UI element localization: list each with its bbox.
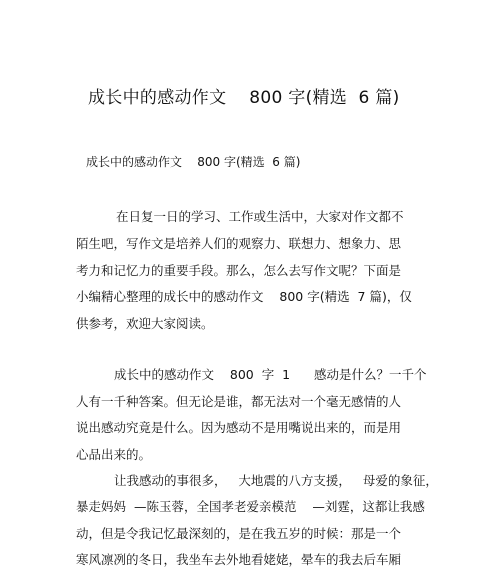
document-subtitle: 成长中的感动作文 800 字(精选 6 篇): [86, 155, 301, 169]
section1-line-2: 人有一千种答案。但无论是谁，都无法对一个毫无感情的人: [76, 394, 402, 409]
intro-line-1: 在日复一日的学习、工作或生活中，大家对作文都不: [116, 209, 404, 224]
document-title: 成长中的感动作文 800 字(精选 6 篇): [88, 88, 400, 108]
intro-line-3: 考力和记忆力的重要手段。那么，怎么去写作文呢？下面是: [76, 263, 402, 278]
section1-line-1: 成长中的感动作文 800 字 1 感动是什么？一千个: [114, 367, 427, 382]
section2-line-2: 暴走妈妈 —陈玉蓉，全国孝老爱亲模范 —刘霆，这都让我感: [76, 499, 425, 514]
section1-line-3: 说出感动究竟是什么。因为感动不是用嘴说出来的，而是用: [76, 420, 402, 435]
section1-line-4: 心品出来的。: [76, 447, 152, 462]
intro-line-2: 陌生吧，写作文是培养人们的观察力、联想力、想象力、思: [76, 236, 402, 251]
intro-line-4: 小编精心整理的成长中的感动作文 800 字(精选 7 篇)，仅: [76, 289, 412, 304]
section2-line-4: 寒风凛冽的冬日，我坐车去外地看姥姥，晕车的我去后车厢: [76, 552, 402, 567]
section2-line-3: 动，但是令我记忆最深刻的，是在我五岁的时候：那是一个: [76, 526, 402, 541]
intro-line-5: 供参考，欢迎大家阅读。: [76, 316, 214, 331]
section2-line-1: 让我感动的事很多， 大地震的八方支援， 母爱的象征，: [114, 473, 438, 488]
